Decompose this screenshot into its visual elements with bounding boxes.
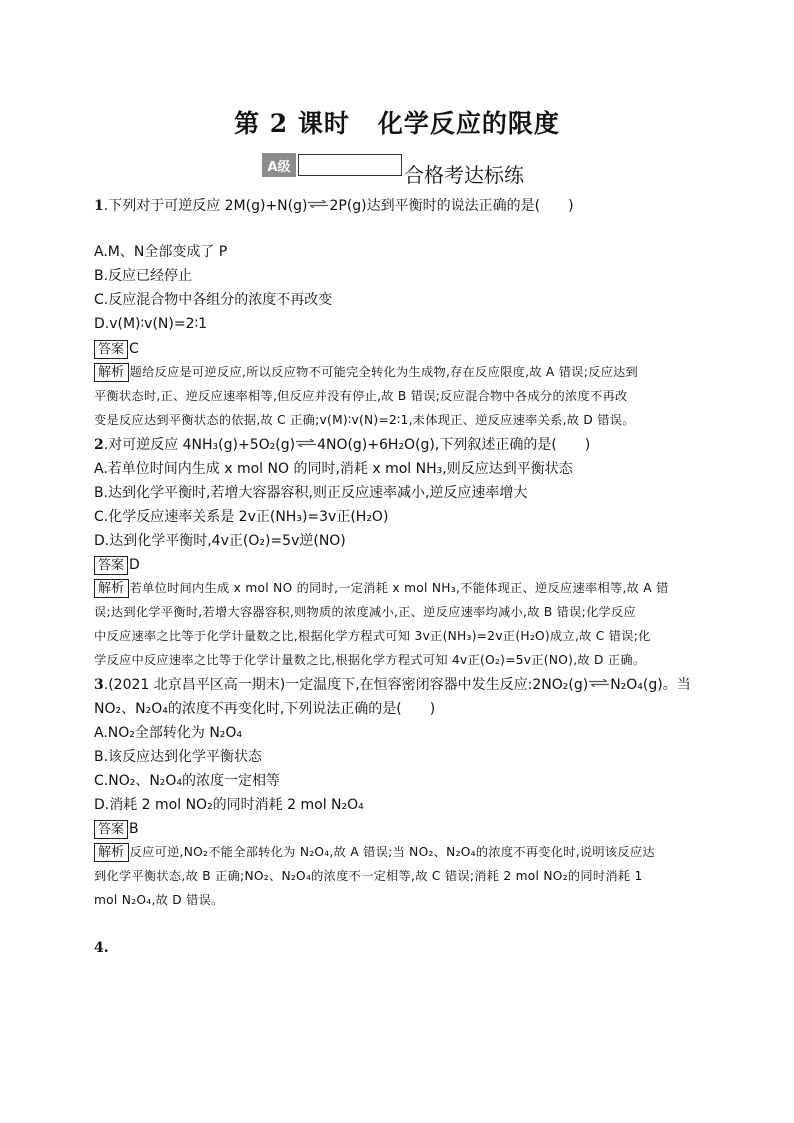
q1-option-a: A.M、N全部变成了 P bbox=[94, 244, 228, 260]
page-title bbox=[0, 104, 794, 140]
answer-tag: 答案 bbox=[94, 820, 128, 839]
q2-answer bbox=[94, 555, 140, 575]
question-number: 1 bbox=[94, 198, 104, 214]
q1-option-d: D.v(M)∶v(N)=2∶1 bbox=[94, 316, 208, 332]
q2-option-c: C.化学反应速率关系是 2v正(NH₃)=3v正(H₂O) bbox=[94, 509, 389, 525]
q2-option-b: B.达到化学平衡时,若增大容器容积,则正反应速率减小,逆反应速率增大 bbox=[94, 485, 528, 501]
q1-option-c: C.反应混合物中各组分的浓度不再改变 bbox=[94, 292, 333, 308]
level-badge: A级 bbox=[262, 153, 296, 177]
reversible-arrow-icon bbox=[296, 439, 316, 447]
q1-answer bbox=[94, 339, 139, 359]
q2-option-d: D.达到化学平衡时,4v正(O₂)=5v逆(NO) bbox=[94, 533, 346, 549]
question-3-stem: 3.(2021 北京昌平区高一期末)一定温度下,在恒容密闭容器中发生反应:2NO₂(g) N₂O₄(g)。当 NO₂、N₂O₄的浓度不再变化时,下列说法正确的是( ) bbox=[94, 677, 691, 717]
q1-analysis: 解析 题给反应是可逆反应,所以反应物不可能完全转化为生成物,存在反应限度,故 A 错误;反应达到 平衡状态时,正、逆反应速率相等,但反应并没有停止,故 B 错误;反应混合物中各成分的浓度不再改 变是反应达到平衡状态的依据,故 C 正确;v(M)∶v(N)=2∶1,未体现正、逆反应速率关系,故 D 错误。 bbox=[94, 365, 639, 427]
q1-answer-value: C bbox=[129, 341, 139, 357]
question-number: 2 bbox=[94, 437, 104, 453]
level-header bbox=[262, 152, 524, 187]
lesson-number: 第 2 课时 bbox=[234, 109, 350, 138]
question-2-stem: 2.对可逆反应 4NH₃(g)+5O₂(g) 4NO(g)+6H₂O(g),下列叙述正确的是( ) bbox=[94, 437, 591, 453]
lesson-topic: 化学反应的限度 bbox=[377, 109, 560, 138]
q3-option-d: D.消耗 2 mol NO₂的同时消耗 2 mol N₂O₄ bbox=[94, 797, 364, 813]
level-blank-box bbox=[298, 154, 402, 176]
answer-tag: 答案 bbox=[94, 556, 128, 575]
q3-option-b: B.该反应达到化学平衡状态 bbox=[94, 749, 263, 765]
q3-answer-value: B bbox=[129, 821, 139, 837]
q2-analysis: 解析 若单位时间内生成 x mol NO 的同时,一定消耗 x mol NH₃,不能体现正、逆反应速率相等,故 A 错 误;达到化学平衡时,若增大容器容积,则物质的浓度减小,正、逆反应速率均减小,故 B 错误;化学反应 中反应速率之比等于化学计量数之比,根据化学方程式可知 3v正(NH₃)=2v正(H₂O)成立,故 C 错误;化 学反应中反应速率之比等于化学计量数之比,根据化学方程式可知 4v正(O₂)=5v正(NO),故 D 正确。 bbox=[94, 581, 669, 667]
analysis-tag: 解析 bbox=[94, 363, 129, 382]
question-1-stem: 1.下列对于可逆反应 2M(g)+N(g) 2P(g)达到平衡时的说法正确的是( ) bbox=[94, 198, 574, 214]
reversible-arrow-icon bbox=[308, 200, 328, 208]
q3-answer bbox=[94, 819, 139, 839]
q1-option-b: B.反应已经停止 bbox=[94, 268, 193, 284]
q3-option-c: C.NO₂、N₂O₄的浓度一定相等 bbox=[94, 773, 281, 789]
reversible-arrow-icon bbox=[589, 679, 609, 687]
q2-option-a: A.若单位时间内生成 x mol NO 的同时,消耗 x mol NH₃,则反应达到平衡状态 bbox=[94, 461, 573, 477]
question-4-number: 4. bbox=[94, 940, 109, 956]
analysis-tag: 解析 bbox=[94, 843, 129, 862]
answer-tag: 答案 bbox=[94, 340, 128, 359]
analysis-tag: 解析 bbox=[94, 579, 129, 598]
q2-answer-value: D bbox=[129, 557, 140, 573]
level-label: 合格考达标练 bbox=[404, 162, 524, 187]
q3-option-a: A.NO₂全部转化为 N₂O₄ bbox=[94, 725, 243, 741]
q3-analysis: 解析 反应可逆,NO₂不能全部转化为 N₂O₄,故 A 错误;当 NO₂、N₂O₄的浓度不再变化时,说明该反应达 到化学平衡状态,故 B 正确;NO₂、N₂O₄的浓度不一定相等,故 C 错误;消耗 2 mol NO₂的同时消耗 1 mol N₂O₄,故 D 错误。 bbox=[94, 845, 655, 907]
question-number: 3 bbox=[94, 677, 104, 693]
